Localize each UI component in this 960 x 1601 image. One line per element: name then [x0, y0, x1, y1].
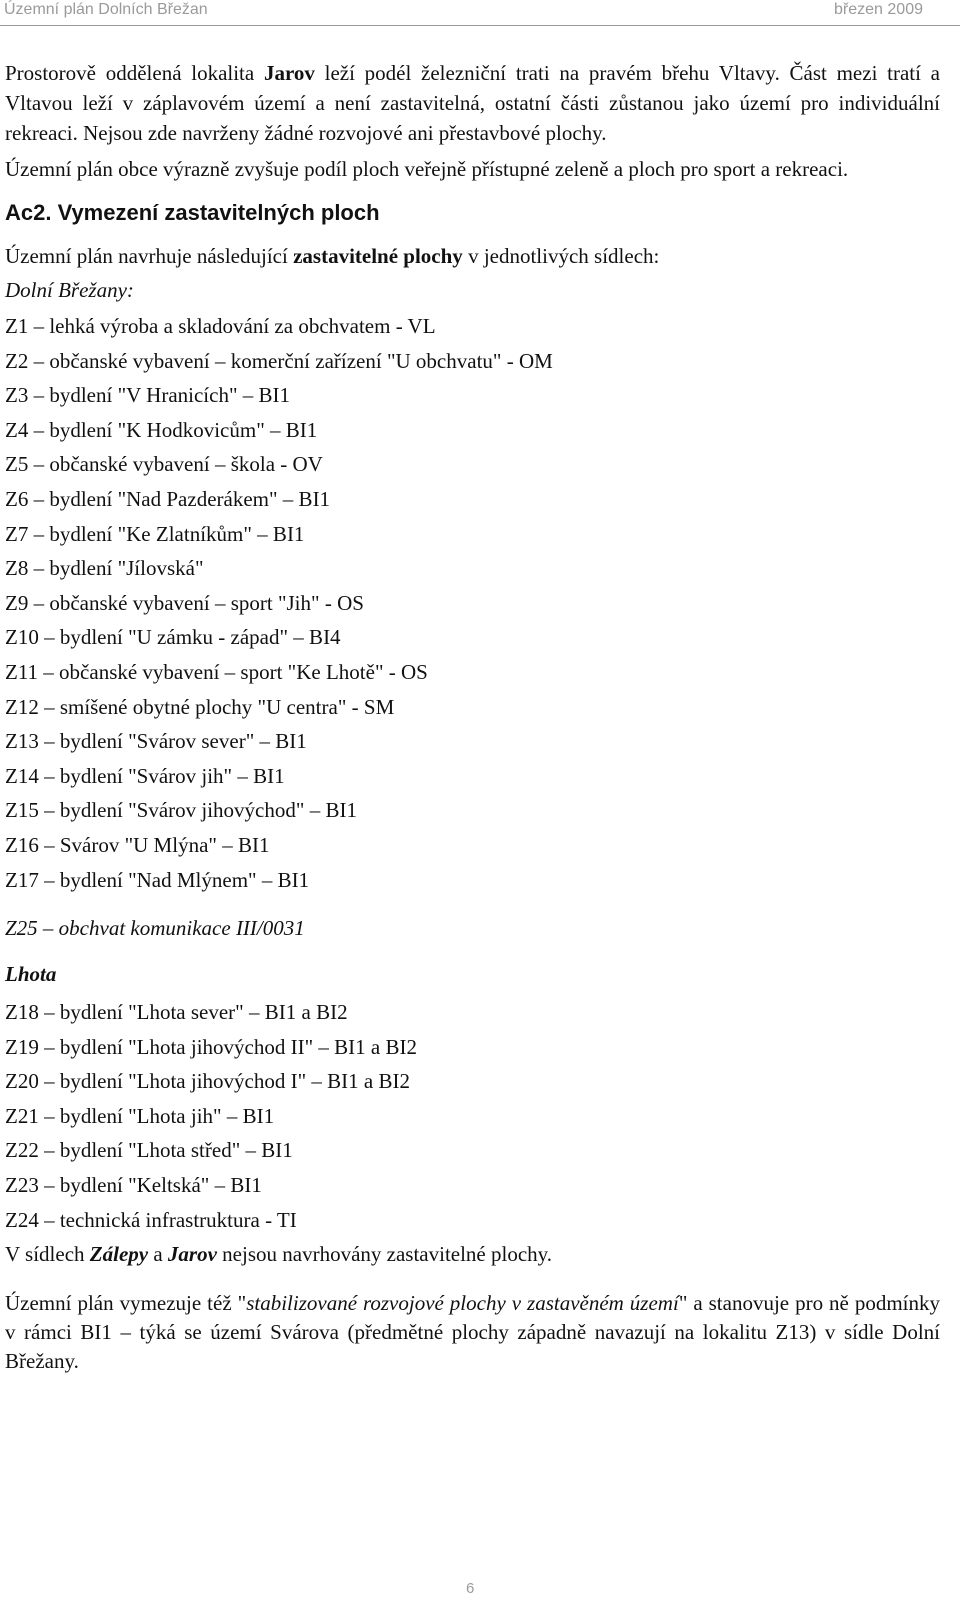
conclusion-paragraph — [5, 1237, 940, 1271]
list-item: Z17 – bydlení "Nad Mlýnem" – BI1 — [5, 867, 310, 892]
conclusion-text-and: a — [148, 1242, 168, 1267]
lead-bold: zastavitelné plochy — [293, 244, 463, 268]
settlement-zalepy: Zálepy — [89, 1242, 149, 1267]
list-item: Z8 – bydlení "Jílovská" — [5, 556, 204, 581]
lead-text: Územní plán navrhuje následující — [5, 244, 294, 268]
conclusion-text-rest: nejsou navrhovány zastavitelné plochy. — [216, 1242, 553, 1267]
subheading-lhota: Lhota — [5, 962, 57, 987]
list-item: Z13 – bydlení "Svárov sever" – BI1 — [5, 729, 307, 754]
intro-section — [5, 58, 940, 184]
document-body — [5, 58, 940, 1376]
final-paragraph — [5, 1289, 940, 1376]
list-item: Z18 – bydlení "Lhota sever" – BI1 a BI2 — [5, 1000, 348, 1025]
list-item: Z10 – bydlení "U zámku - západ" – BI4 — [5, 625, 341, 650]
list-item: Z15 – bydlení "Svárov jihovýchod" – BI1 — [5, 798, 357, 823]
page-header — [0, 0, 960, 26]
intro-paragraph-greenery: Územní plán obce výrazně zvyšuje podíl ploch veřejně přístupné zeleně a ploch pro sport a rekreaci. — [5, 157, 849, 181]
list-item: Z12 – smíšené obytné plochy "U centra" - SM — [5, 694, 395, 719]
list-item: Z20 – bydlení "Lhota jihovýchod I" – BI1 a BI2 — [5, 1069, 410, 1094]
dolni-brezany-list — [5, 309, 940, 897]
list-item: Z23 – bydlení "Keltská" – BI1 — [5, 1173, 262, 1198]
settlement-jarov: Jarov — [167, 1242, 217, 1267]
final-text: Územní plán vymezuje též " — [5, 1291, 247, 1316]
list-item: Z16 – Svárov "U Mlýna" – BI1 — [5, 832, 270, 857]
list-item: Z3 – bydlení "V Hranicích" – BI1 — [5, 383, 291, 408]
final-italic: stabilizované rozvojové plochy v zastavěném území — [246, 1291, 679, 1316]
list-item: Z6 – bydlení "Nad Pazderákem" – BI1 — [5, 486, 331, 511]
z25-item: Z25 – obchvat komunikace III/0031 — [5, 916, 305, 941]
section-heading: Ac2. Vymezení zastavitelných ploch — [5, 200, 380, 225]
list-item: Z14 – bydlení "Svárov jih" – BI1 — [5, 763, 285, 788]
lhota-list — [5, 995, 940, 1237]
intro-text-rest: leží podél železniční trati na pravém břehu Vltavy. Část mezi tratí a Vltavou leží v záplavovém území a není zastavitelná, ostatní části zůstanou jako území pro individuální rekreaci. Nejsou zde navrženy žádné rozvojové ani přestavbové plochy. — [5, 61, 940, 145]
intro-text: Prostorově oddělená lokalita — [5, 61, 264, 85]
intro-bold-jarov: Jarov — [263, 61, 315, 85]
list-item: Z19 – bydlení "Lhota jihovýchod II" – BI1 a BI2 — [5, 1034, 417, 1059]
lead-text-rest: v jednotlivých sídlech: — [462, 244, 660, 268]
list-item: Z5 – občanské vybavení – škola - OV — [5, 452, 323, 477]
page-number: 6 — [466, 1580, 475, 1597]
document-date: březen 2009 — [834, 1, 923, 18]
list-item: Z24 – technická infrastruktura - TI — [5, 1207, 297, 1232]
list-item: Z1 – lehká výroba a skladování za obchvatem - VL — [5, 314, 436, 338]
list-item: Z21 – bydlení "Lhota jih" – BI1 — [5, 1103, 275, 1128]
conclusion-text: V sídlech — [5, 1242, 90, 1267]
section-lead — [5, 241, 940, 271]
intro-paragraph-jarov — [5, 58, 940, 148]
final-text-rest: " a stanovuje pro ně podmínky v rámci BI1 – týká se území Svárova (předmětné plochy západně navazují na lokalitu Z13) v sídle Dolní Břežany. — [5, 1291, 941, 1374]
subheading-dolni-brezany: Dolní Břežany: — [5, 278, 134, 302]
list-item: Z9 – občanské vybavení – sport "Jih" - OS — [5, 590, 364, 615]
list-item: Z7 – bydlení "Ke Zlatníkům" – BI1 — [5, 521, 305, 546]
list-item: Z4 – bydlení "K Hodkovicům" – BI1 — [5, 417, 318, 442]
list-item: Z2 – občanské vybavení – komerční zařízení "U obchvatu" - OM — [5, 348, 553, 373]
list-item: Z22 – bydlení "Lhota střed" – BI1 — [5, 1138, 293, 1163]
document-title: Územní plán Dolních Břežan — [4, 1, 208, 18]
list-item: Z11 – občanské vybavení – sport "Ke Lhotě" - OS — [5, 659, 428, 684]
